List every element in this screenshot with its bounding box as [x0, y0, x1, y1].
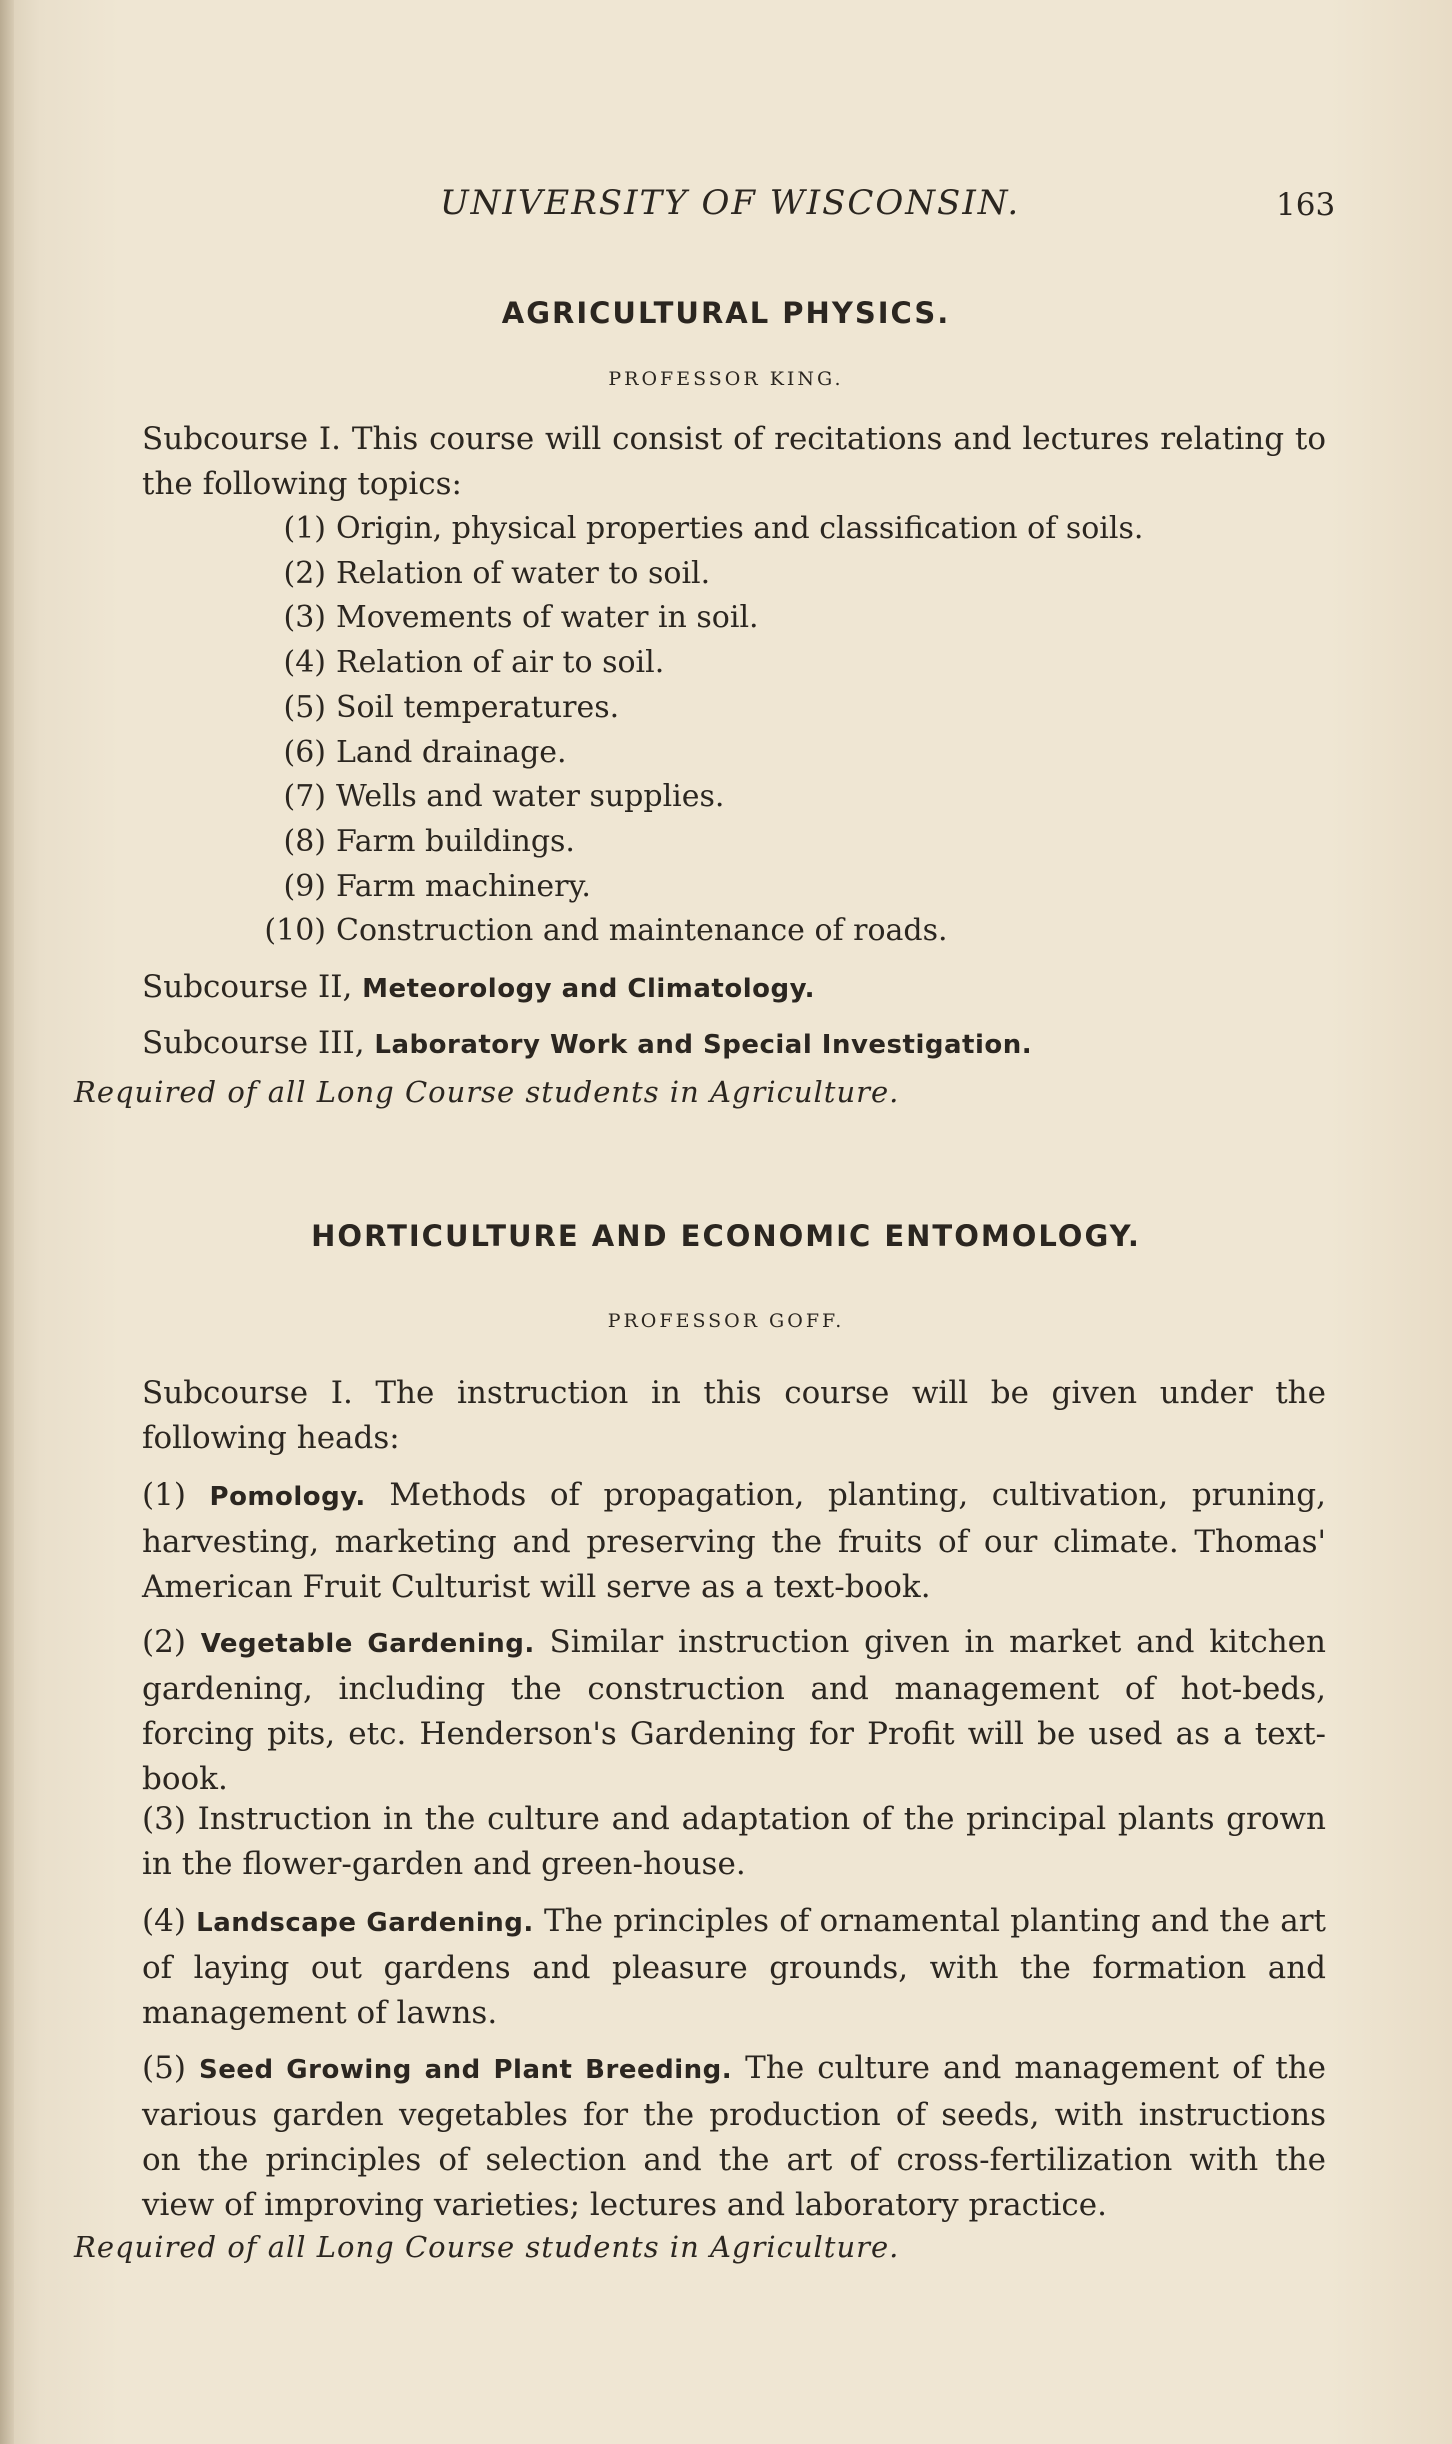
section1-intro-text: Subcourse I. This course will consist of recitations and lectures relating to the following topics:: [142, 421, 1326, 502]
section-title-agricultural-physics: AGRICULTURAL PHYSICS.: [501, 296, 951, 330]
horticulture-item-3: (3) Instruction in the culture and adaptation of the principal plants grown in the flower-garden and green-house.: [142, 1801, 1326, 1882]
subcourse-3: Subcourse III, Laboratory Work and Special Investigation.: [142, 1025, 1033, 1061]
topic-item: (10) Construction and maintenance of roads.: [264, 913, 948, 949]
section1-intro: [74, 417, 1326, 507]
topic-item: (9) Farm machinery.: [283, 868, 591, 904]
professor-king: PROFESSOR KING.: [608, 368, 844, 390]
topic-list: [242, 507, 1143, 954]
topic-item: (5) Soil temperatures.: [283, 689, 620, 725]
required-note-2: Required of all Long Course students in Agriculture.: [74, 2230, 900, 2264]
topic-item: (3) Movements of water in soil.: [283, 600, 759, 636]
page-number: 163: [1276, 187, 1336, 223]
horticulture-item-4: (4) Landscape Gardening. The principles of ornamental planting and the art of laying out gardens and pleasure grounds, with the formation and management of lawns.: [142, 1903, 1327, 2031]
horticulture-item-5: (5) Seed Growing and Plant Breeding. The culture and management of the various garden vegetables for the production of seeds, with instructions on the principles of selection and the art of cross-fertilization with the view of improving varieties; lectures and laboratory practice.: [142, 2050, 1327, 2223]
required-note-1: Required of all Long Course students in Agriculture.: [74, 1075, 900, 1109]
topic-item: (4) Relation of air to soil.: [283, 645, 665, 681]
topic-item: (7) Wells and water supplies.: [283, 779, 725, 815]
subcourse-2: Subcourse II, Meteorology and Climatology.: [142, 969, 816, 1005]
topic-item: (2) Relation of water to soil.: [283, 555, 711, 591]
professor-goff: PROFESSOR GOFF.: [607, 1310, 845, 1332]
topic-item: (6) Land drainage.: [283, 734, 567, 770]
section-title-horticulture: HORTICULTURE AND ECONOMIC ENTOMOLOGY.: [311, 1219, 1141, 1253]
section2-intro-text: Subcourse I. The instruction in this course will be given under the following heads:: [142, 1375, 1326, 1456]
horticulture-item-1: (1) Pomology. Methods of propagation, planting, cultivation, pruning, harvesting, marketing and preserving the fruits of our climate. Thomas' American Fruit Culturist will serve as a text-book.: [142, 1477, 1327, 1605]
running-head: UNIVERSITY OF WISCONSIN.: [440, 183, 1021, 223]
horticulture-item-2: (2) Vegetable Gardening. Similar instruction given in market and kitchen gardening, including the construction and management of hot-beds, forcing pits, etc. Henderson's Gardening for Profit will be used as a text-book.: [142, 1624, 1326, 1797]
topic-item: (1) Origin, physical properties and classification of soils.: [283, 511, 1144, 546]
topic-item: (8) Farm buildings.: [283, 823, 575, 859]
section2-intro: [74, 1371, 1326, 1461]
